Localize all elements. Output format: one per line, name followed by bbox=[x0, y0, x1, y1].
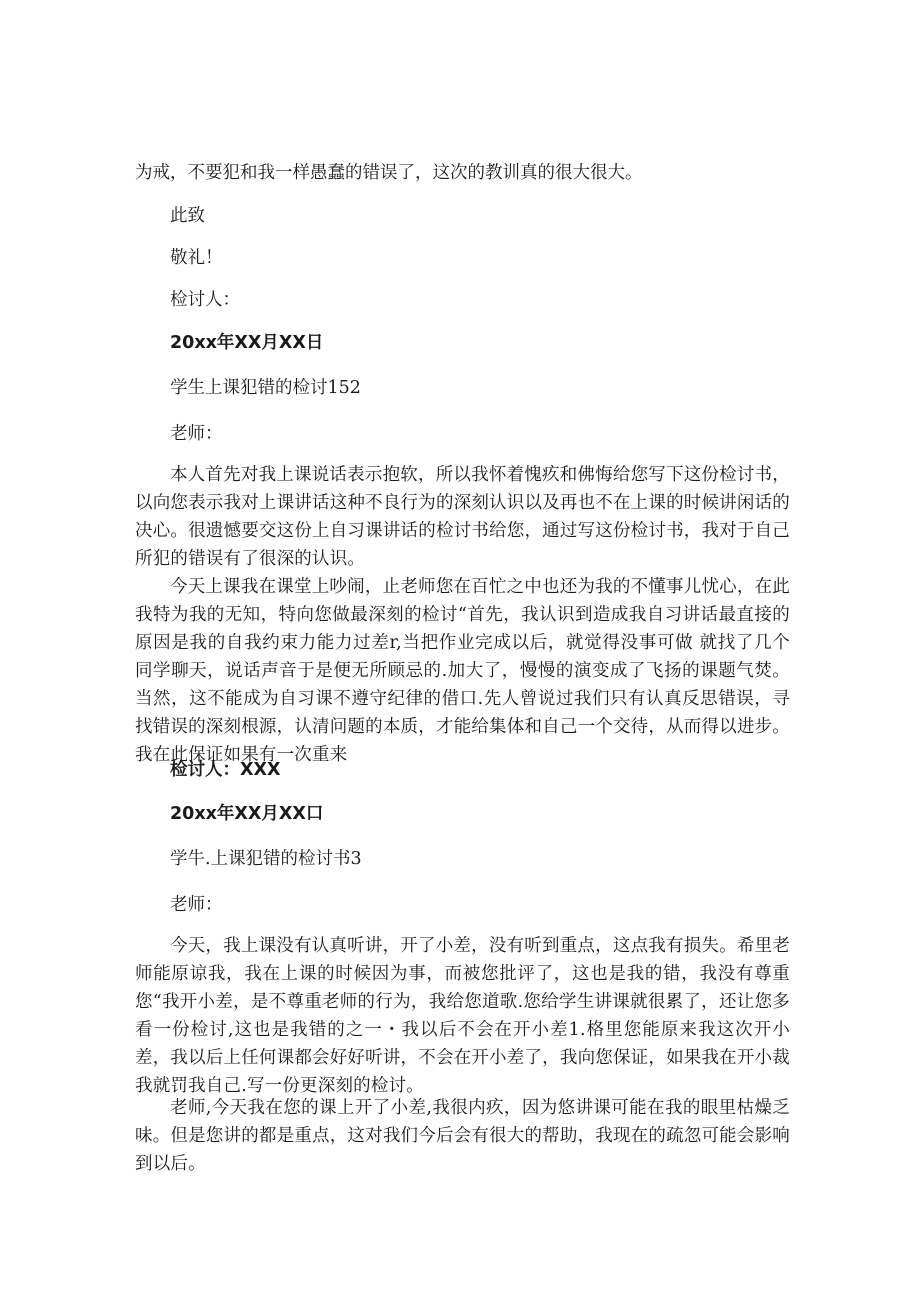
closing-line-1: 此致 bbox=[170, 206, 205, 226]
section-title: 学生上课犯错的检讨152 bbox=[170, 378, 361, 398]
section-title: 学牛.上课犯错的检讨书3 bbox=[170, 849, 362, 869]
signer-line: 检讨人：XXX bbox=[170, 760, 281, 780]
date-line: 20xx年XX月XX日 bbox=[170, 333, 324, 353]
salutation: 老师： bbox=[170, 424, 223, 444]
body-paragraph: 老师,今天我在您的课上开了小差,我很内疚，因为悠讲课可能在我的眼里枯燥乏味。但是您讲的都是重点，这对我们今后会有很大的帮助，我现在的疏忽可能会影响到以后。 bbox=[135, 1098, 790, 1174]
body-paragraph: 今天，我上课没有认真听讲，开了小差，没有听到重点，这点我有损失。希里老师能原谅我，我在上课的时候因为事，而被您批评了，这也是我的错，我没有尊重您“我开小差，是不尊重老师的行为，我给您道歌.您给学生讲课就很累了，还让您多看一份检讨,这也是我错的之一・我以后不会在开小差1.格里您能原来我这次开小差，我以后上任何课都会好好听讲，不会在开小差了，我向您保证，如果我在开小裁我就罚我自己.写一份更深刻的检讨。 bbox=[135, 936, 790, 1096]
signer-label: 检讨人： bbox=[170, 290, 240, 310]
body-paragraph: 今天上课我在课堂上吵闹，止老师您在百忙之中也还为我的不懂事儿忧心，在此我特为我的无知，特向您做最深刻的检讨“首先，我认识到造成我自习讲话最直接的原因是我的自我约束力能力过差r,当把作业完成以后，就觉得没事可做 就找了几个同学聊天，说话声音于是便无所顾忌的.加大了，慢慢的演变成了飞扬的课题气焚。当然，这不能成为自习课不遵守纪律的借口.先人曾说过我们只有认真反思错误，寻找错误的深刻根源，认清问题的本质，才能给集体和自己一个交待，从而得以进步。我在此保证如果有一次重来 bbox=[135, 577, 790, 765]
closing-line-2: 敬礼！ bbox=[170, 248, 223, 268]
body-paragraph: 本人首先对我上课说话表示抱软，所以我怀着愧疚和佛悔给您写下这份检讨书，以向您表示我对上课讲话这种不良行为的深刻认识以及再也不在上课的时候讲闲话的决心。很遗憾要交这份上自习课讲话的检讨书给您，通过写这份检讨书，我对于自己所犯的错误有了很深的认识。 bbox=[135, 465, 790, 569]
date-line: 20xx年XX月XX口 bbox=[170, 804, 324, 824]
salutation: 老师： bbox=[170, 895, 223, 915]
paragraph-continuation: 为戒，不要犯和我一样愚蠢的错误了，这次的教训真的很大很大。 bbox=[135, 163, 643, 183]
